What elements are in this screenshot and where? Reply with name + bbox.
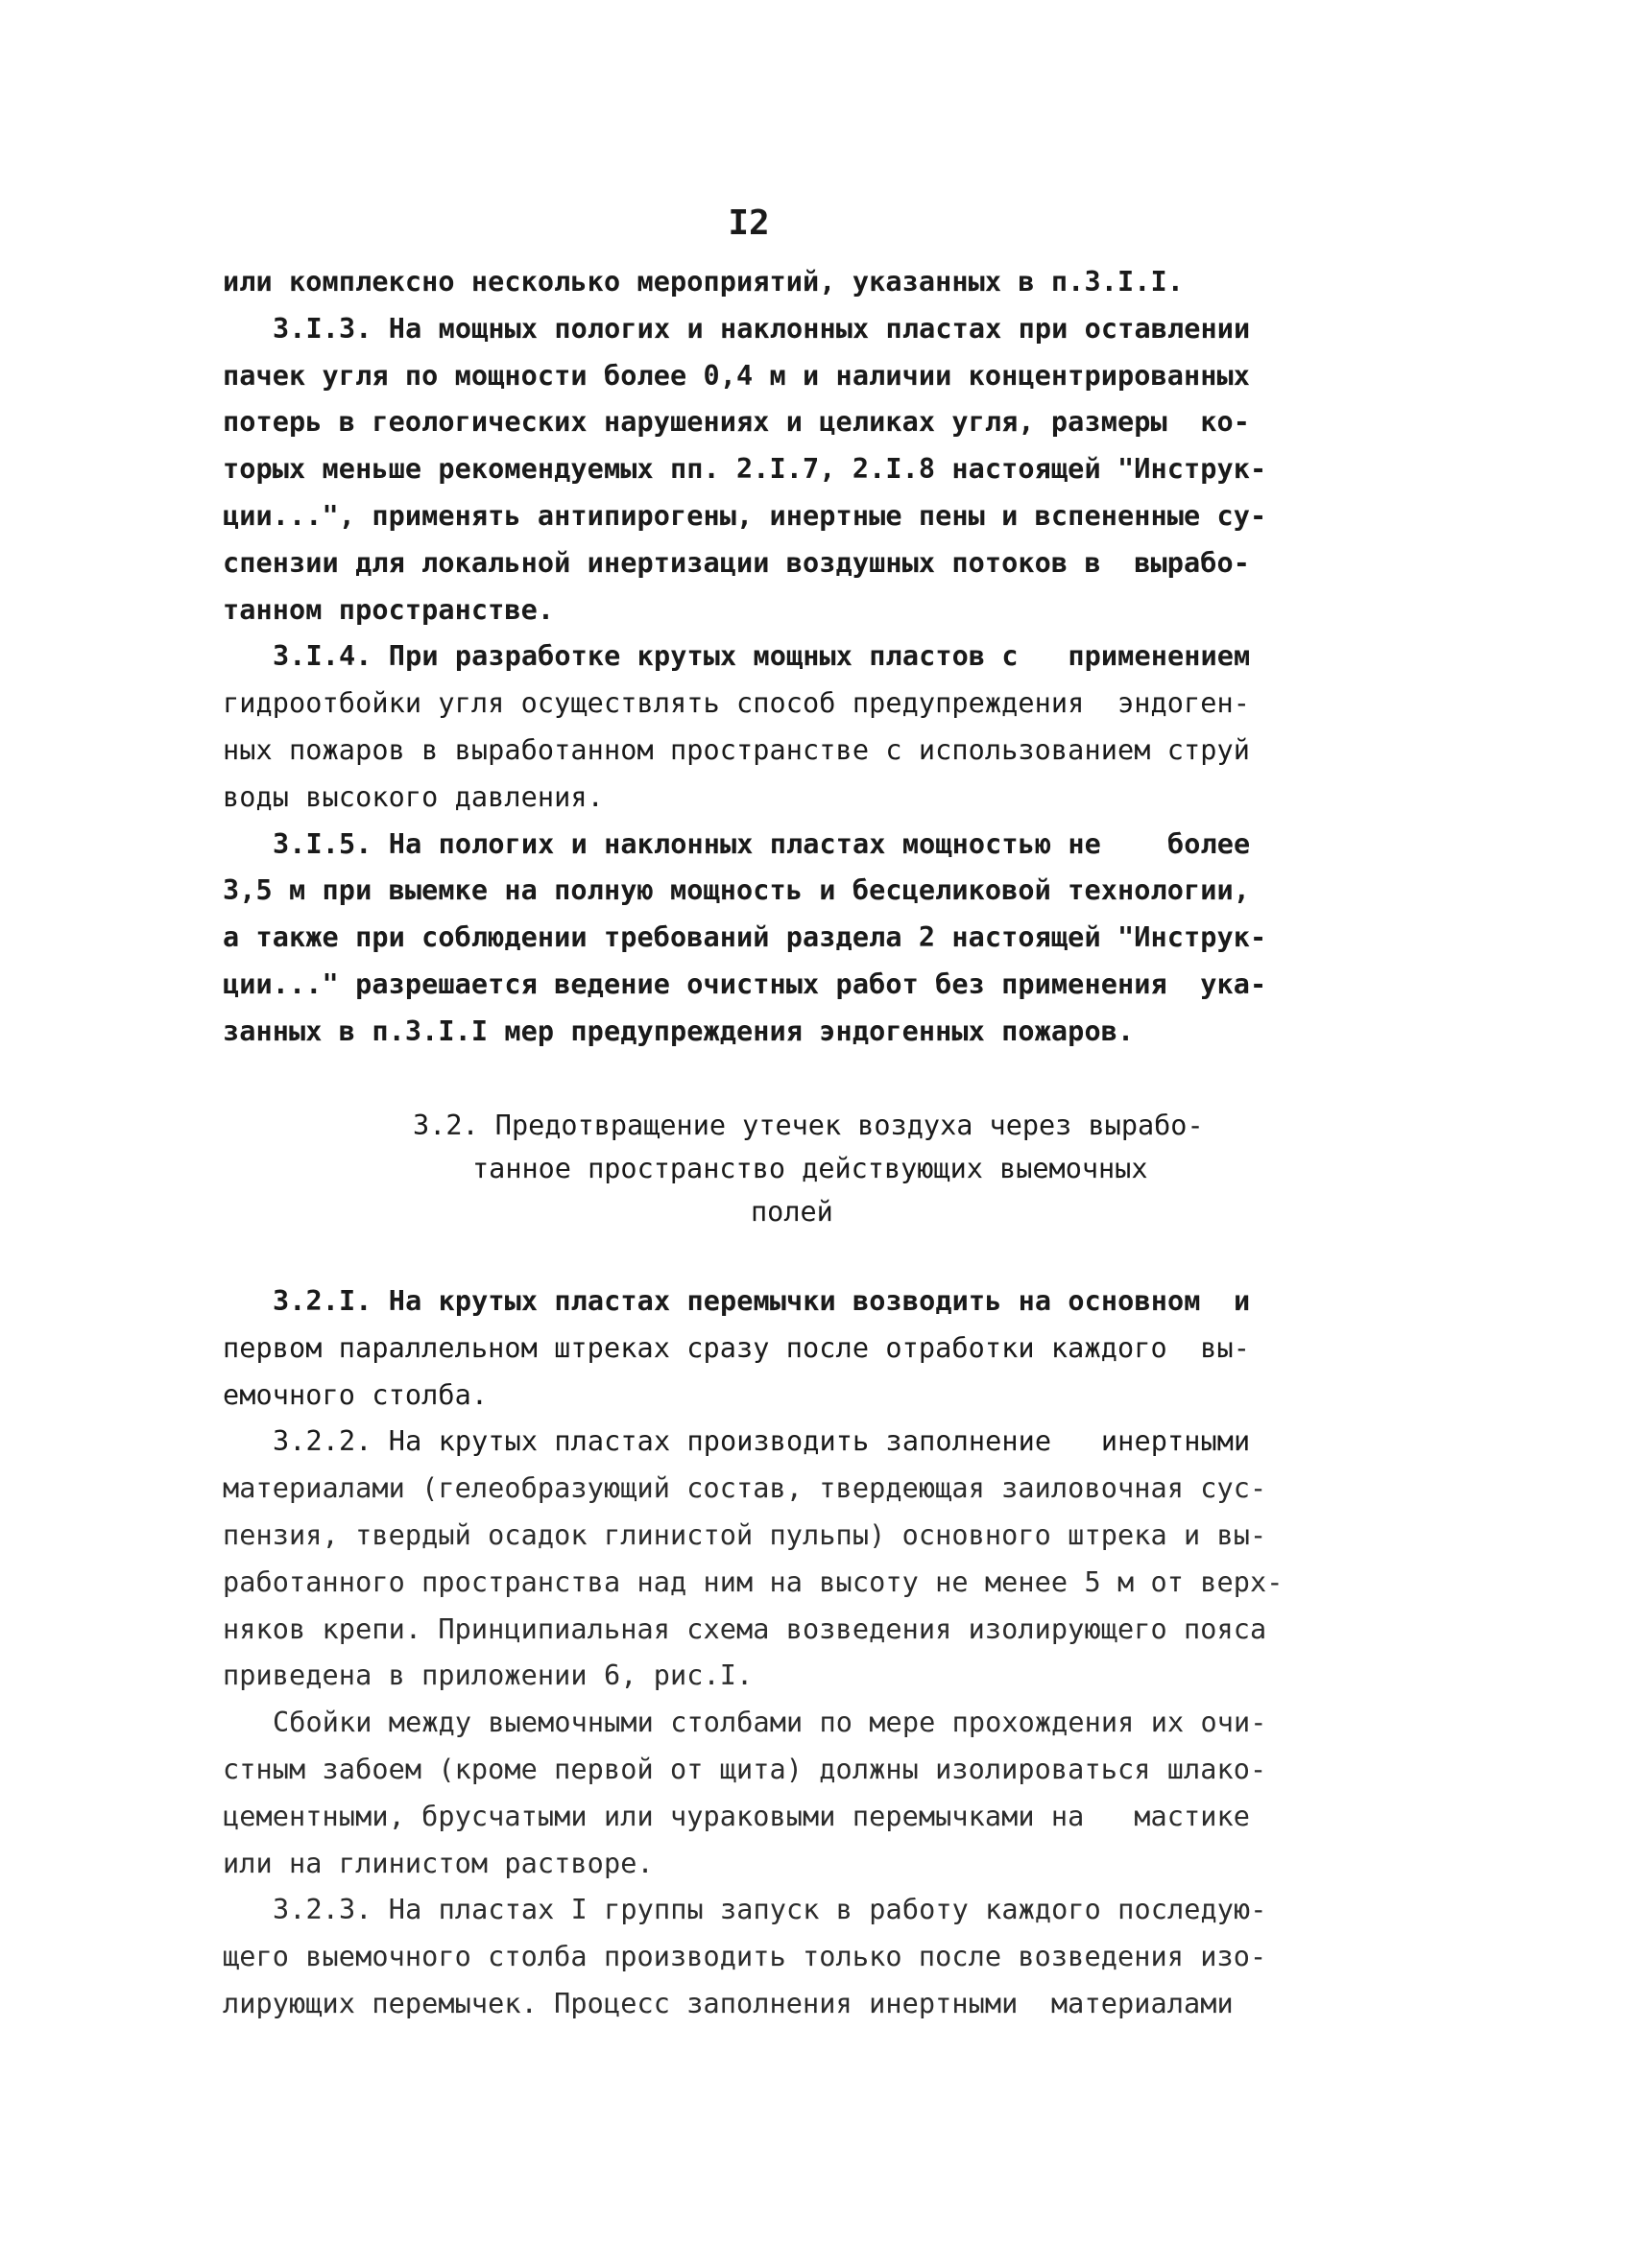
text-line: воды высокого давления.	[223, 780, 604, 813]
text-line: или комплексно несколько мероприятий, указанных в п.3.I.I.	[223, 266, 1184, 298]
text-line: а также при соблюдении требований раздела 2 настоящей "Инструк-	[223, 921, 1267, 954]
text-line: лирующих перемычек. Процесс заполнения инертными материалами	[223, 1987, 1234, 2019]
paragraph-3-1-4-start: 3.I.4. При разработке крутых мощных пластов с применением	[273, 640, 1251, 673]
text-line: цементными, брусчатыми или чураковыми перемычками на мастике	[223, 1800, 1251, 1832]
heading-line-2: танное пространство действующих выемочных	[472, 1153, 1148, 1184]
text-line: работанного пространства над ним на высоту не менее 5 м от верх-	[223, 1565, 1284, 1598]
text-line: ных пожаров в выработанном пространстве с использованием струй	[223, 733, 1251, 766]
text-line: спензии для локальной инертизации воздушных потоков в вырабо-	[223, 546, 1251, 579]
text-line: материалами (гелеобразующий состав, твердеющая заиловочная сус-	[223, 1472, 1267, 1505]
text-line: щего выемочного столба производить только после возведения изо-	[223, 1941, 1267, 1973]
paragraph-3-2-1-start: 3.2.I. На крутых пластах перемычки возводить на основном и	[273, 1285, 1251, 1317]
text-block-section-3-1	[223, 175, 1452, 1056]
paragraph-3-2-2-start: 3.2.2. На крутых пластах производить заполнение инертными	[273, 1425, 1251, 1458]
text-line: занных в п.3.I.I мер предупреждения эндогенных пожаров.	[223, 1015, 1135, 1047]
section-heading-3-2	[394, 1104, 1450, 1233]
text-line: приведена в приложении 6, рис.I.	[223, 1659, 754, 1692]
text-line: или на глинистом растворе.	[223, 1847, 654, 1879]
text-block-section-3-2	[223, 1278, 1452, 2028]
text-line: ции..." разрешается ведение очистных работ без применения ука-	[223, 967, 1267, 1000]
text-line: танном пространстве.	[223, 593, 555, 626]
text-line: стным забоем (кроме первой от щита) должны изолироваться шлако-	[223, 1753, 1267, 1785]
text-line: первом параллельном штреках сразу после отработки каждого вы-	[223, 1331, 1251, 1364]
text-line: пензия, твердый осадок глинистой пульпы) основного штрека и вы-	[223, 1518, 1267, 1551]
paragraph-sboiki-start: Сбойки между выемочными столбами по мере прохождения их очи-	[273, 1707, 1267, 1739]
paragraph-3-2-3-start: 3.2.3. На пластах I группы запуск в работу каждого последую-	[273, 1894, 1267, 1926]
text-line: торых меньше рекомендуемых пп. 2.I.7, 2.I.8 настоящей "Инструк-	[223, 453, 1267, 486]
heading-line-3: полей	[751, 1196, 833, 1228]
text-line: емочного столба.	[223, 1378, 489, 1411]
page-number: I2	[728, 203, 770, 243]
paragraph-3-1-3-start: 3.I.3. На мощных пологих и наклонных пластах при оставлении	[273, 312, 1251, 345]
paragraph-3-1-5-start: 3.I.5. На пологих и наклонных пластах мощностью не более	[273, 827, 1251, 860]
text-line: гидроотбойки угля осуществлять способ предупреждения эндоген-	[223, 687, 1251, 720]
heading-line-1: 3.2. Предотвращение утечек воздуха через вырабо-	[413, 1110, 1204, 1141]
text-line: 3,5 м при выемке на полную мощность и бесцеликовой технологии,	[223, 874, 1251, 907]
text-line: ции...", применять антипирогены, инертные пены и вспененные су-	[223, 499, 1267, 532]
text-line: няков крепи. Принципиальная схема возведения изолирующего пояса	[223, 1612, 1267, 1645]
text-line: потерь в геологических нарушениях и целиках угля, размеры ко-	[223, 406, 1251, 439]
text-line: пачек угля по мощности более 0,4 м и наличии концентрированных	[223, 359, 1251, 392]
